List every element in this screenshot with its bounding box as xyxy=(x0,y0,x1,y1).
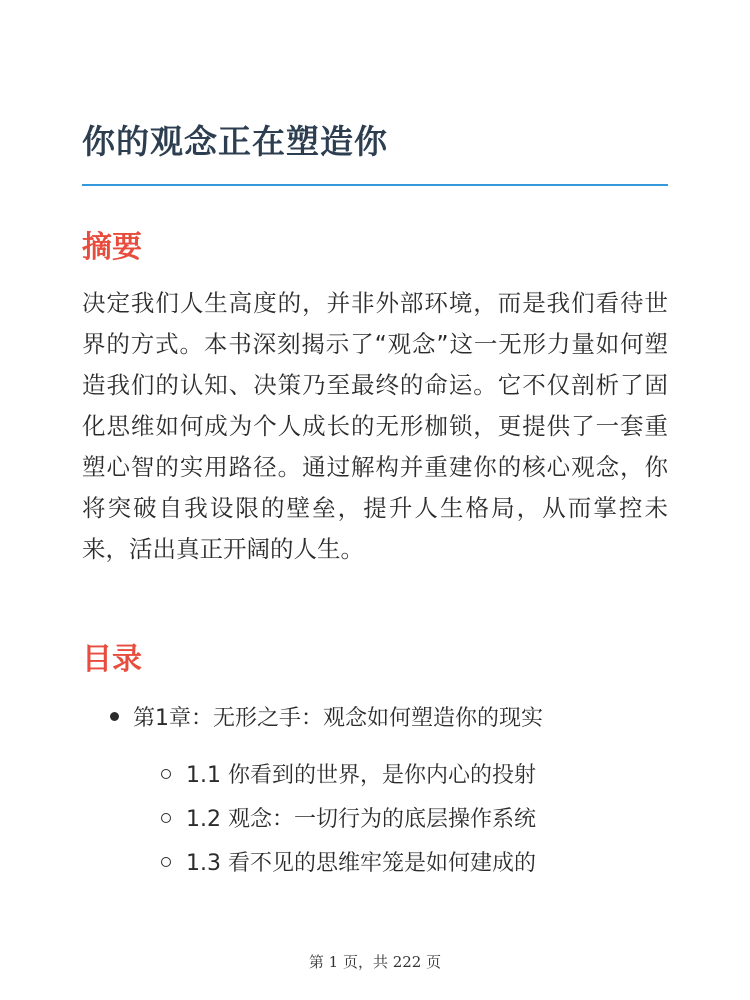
bullet-disc-icon xyxy=(110,712,119,721)
toc-section-label: 1.1 你看到的世界，是你内心的投射 xyxy=(186,763,536,788)
title-divider xyxy=(82,184,668,186)
toc-section-item[interactable] xyxy=(161,846,536,877)
abstract-paragraph: 决定我们人生高度的，并非外部环境，而是我们看待世界的方式。本书深刻揭示了“观念”这一无形力量如何塑造我们的认知、决策乃至最终的命运。它不仅剖析了固化思维如何成为个人成长的无形枷锁，更提供了一套重塑心智的实用路径。通过解构并重建你的核心观念，你将突破自我设限的壁垒，提升人生格局，从而掌控未来，活出真正开阔的人生。 xyxy=(82,289,668,563)
toc-section-label: 1.2 观念：一切行为的底层操作系统 xyxy=(186,807,536,832)
bullet-circle-icon xyxy=(161,857,171,867)
bullet-circle-icon xyxy=(161,769,171,779)
abstract-heading: 摘要 xyxy=(82,230,142,265)
document-title: 你的观念正在塑造你 xyxy=(82,122,388,161)
toc-section-item[interactable] xyxy=(161,758,536,789)
toc-section-item[interactable] xyxy=(161,802,536,833)
page-number-footer: 第 1 页，共 222 页 xyxy=(308,953,442,971)
toc-chapter-label: 第1章：无形之手：观念如何塑造你的现实 xyxy=(133,706,543,731)
toc-section-label: 1.3 看不见的思维牢笼是如何建成的 xyxy=(186,851,536,876)
toc-chapter-item[interactable] xyxy=(110,701,543,732)
toc-heading: 目录 xyxy=(82,642,142,677)
bullet-circle-icon xyxy=(161,813,171,823)
